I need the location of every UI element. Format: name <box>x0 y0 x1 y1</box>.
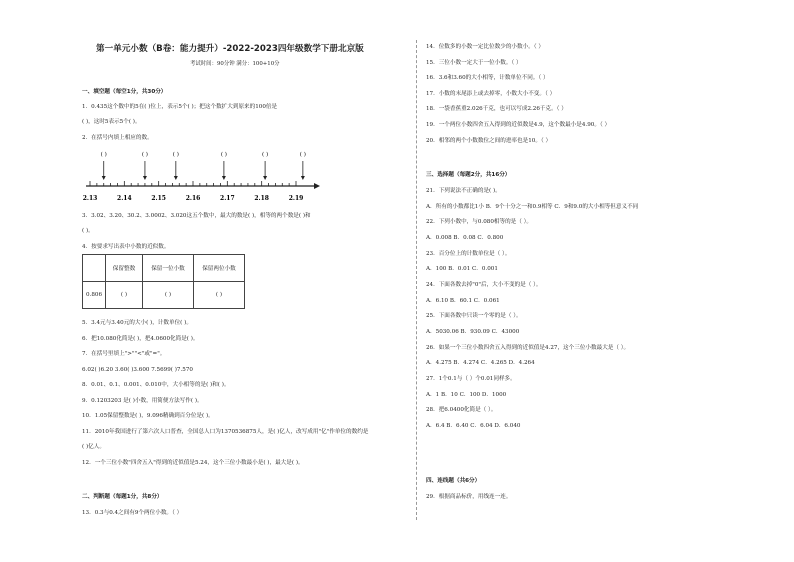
table-answer-cell[interactable]: ( ) <box>194 282 245 309</box>
answer-blank[interactable]: ( ) <box>141 152 149 158</box>
question-line: 6.02( )6.20 3.60( )3.600 7.5699( )7.570 <box>82 367 193 373</box>
answer-blank[interactable]: ( ) <box>220 152 227 158</box>
table-answer-cell[interactable]: ( ) <box>106 282 143 309</box>
question-line: ( )。 <box>82 228 94 234</box>
table-header-cell: 保留整数 <box>106 255 143 282</box>
question-line: 26．如果一个三位小数四舍五入得到的近似值是4.27，这个三位小数最大是（ ）。 <box>426 345 630 351</box>
question-line: 2．在括号内填上相应的数。 <box>82 135 153 141</box>
question-line: 25．下面各数中只读一个零的是（ ）。 <box>426 313 522 319</box>
question-line: 4．按要求写出表中小数的近似数。 <box>82 244 170 250</box>
tick-label: 2.14 <box>117 195 132 202</box>
question-line: 1．0.435这个数中的5在( )位上，表示5个( )；把这个数扩大到原来的100倍是 <box>82 104 278 110</box>
table-header-cell <box>83 255 106 282</box>
page-title: 第一单元小数（B卷：能力提升）-2022-2023四年级数学下册北京版 <box>96 44 364 54</box>
question-line: 13．0.3与0.4之间有9个两位小数。（ ） <box>82 510 183 516</box>
question-line: 6．把10.080化简是( )，把4.0600化简是( )。 <box>82 336 199 342</box>
question-line: 14．位数多的小数一定比位数少的小数小。（ ） <box>426 44 544 50</box>
question-line: 5．3.4元与3.40元的大小( )，计数单位( )。 <box>82 320 192 326</box>
question-line: 19．一个两位小数四舍五入得到的近似数是4.9，这个数最小是4.90。（ ） <box>426 122 611 128</box>
question-line: 7．在括号里填上">""<"或"="。 <box>82 351 166 357</box>
answer-blank[interactable]: ( ) <box>299 152 306 158</box>
section-heading: 二、判断题（每题1分，共8分） <box>82 494 163 500</box>
question-line: 11．2010年我国进行了第六次人口普查，全国总人口为1370536875人，是( )亿人，改写成用"亿"作单位的数约是 <box>82 429 369 435</box>
tick-label: 2.13 <box>82 195 98 202</box>
section-heading: 一、填空题（每空1分，共30分） <box>82 89 167 95</box>
table-answer-cell[interactable]: ( ) <box>143 282 194 309</box>
question-line: 24．下面各数去掉"0"后，大小不变的是（ ）。 <box>426 282 542 288</box>
question-line: 20．相邻的两个小数数位之间的进率也是10。（ ） <box>426 138 552 144</box>
question-line: 8．0.01、0.1、0.001、0.010中，大小相等的是( )和( )。 <box>82 382 230 388</box>
question-line: 15．三位小数一定大于一位小数。（ ） <box>426 60 522 66</box>
table-row-label: 0.806 <box>83 282 106 309</box>
table-header-cell: 保留一位小数 <box>143 255 194 282</box>
answer-blank[interactable]: ( ) <box>262 152 269 158</box>
table-header-cell: 保留两位小数 <box>194 255 245 282</box>
question-line: A．6.4 B．6.40 C．6.04 D．6.040 <box>426 423 521 429</box>
arrow-head-icon <box>174 176 178 180</box>
question-line: ( )亿人。 <box>82 444 105 450</box>
page-subtitle: 考试时间：90分钟 满分：100+10分 <box>190 61 280 67</box>
question-line: 28．把6.0400化简是（ ）。 <box>426 407 497 413</box>
arrow-head-icon <box>102 176 106 180</box>
question-line: 27．1个0.1与（ ）个0.01同样多。 <box>426 376 516 382</box>
section-heading: 四、连线题（共6分） <box>426 478 481 484</box>
answer-blank[interactable]: ( ) <box>100 152 107 158</box>
question-line: A．6.10 B．60.1 C．0.061 <box>426 298 500 304</box>
question-line: A．4.275 B．4.274 C．4.265 D．4.264 <box>426 360 535 366</box>
arrow-head-icon <box>301 176 305 180</box>
question-line: 22．下列小数中，与0.080相等的是（ ）。 <box>426 219 533 225</box>
question-line: A．5030.06 B．930.09 C．43000 <box>426 329 520 335</box>
question-line: 10．1.05保留整数是( )，9.096精确到百分位是( )。 <box>82 413 214 419</box>
question-line: A．0.008 B．0.08 C．0.800 <box>426 235 504 241</box>
question-line: A．所有的小数都比1小 B．9个十分之一和0.9相等 C．9和9.0的大小相等但意义不同 <box>426 204 639 210</box>
number-line-arrow-icon <box>314 183 320 189</box>
question-line: 23．百分位上的计数单位是（ ）。 <box>426 251 511 257</box>
answer-blank[interactable]: ( ) <box>172 152 179 158</box>
tick-label: 2.17 <box>220 195 235 202</box>
question-line: 9．0.1203203 是( )小数，用简便方法写作( )。 <box>82 398 203 404</box>
tick-label: 2.19 <box>288 195 304 202</box>
question-line: 3．3.02、3.20、30.2、3.0002、3.020这五个数中，最大的数是( )，相等的两个数是( )和 <box>82 213 311 219</box>
number-line <box>82 148 316 208</box>
arrow-head-icon <box>263 176 267 180</box>
question-line: 16．3.6和3.60的大小相等，计数单位不同。（ ） <box>426 75 549 81</box>
column-divider <box>416 40 417 520</box>
question-line: 21．下列说法不正确的是( )。 <box>426 188 501 194</box>
arrow-head-icon <box>222 176 226 180</box>
tick-label: 2.16 <box>185 195 201 202</box>
question-line: 29．根据商品标价，用线连一连。 <box>426 494 512 500</box>
question-line: 17．小数的末尾添上或去掉零，小数大小不变。（ ） <box>426 91 556 97</box>
question-line: ( )，这时5表示5个( )。 <box>82 119 141 125</box>
rounding-table <box>82 254 245 309</box>
question-line: A．100 B．0.01 C．0.001 <box>426 266 498 272</box>
question-line: A．1 B．10 C．100 D．1000 <box>426 392 507 398</box>
tick-label: 2.18 <box>254 195 269 202</box>
tick-label: 2.15 <box>151 195 166 202</box>
arrow-head-icon <box>143 176 147 180</box>
question-line: 18．一袋香蕉重2.026千克，也可以写成2.26千克。（ ） <box>426 106 567 112</box>
question-line: 12．一个三位小数"四舍五入"得到的近似值是5.24，这个三位小数最小是( )，最大是( )。 <box>82 460 304 466</box>
section-heading: 三、选择题（每题2分，共16分） <box>426 172 511 178</box>
